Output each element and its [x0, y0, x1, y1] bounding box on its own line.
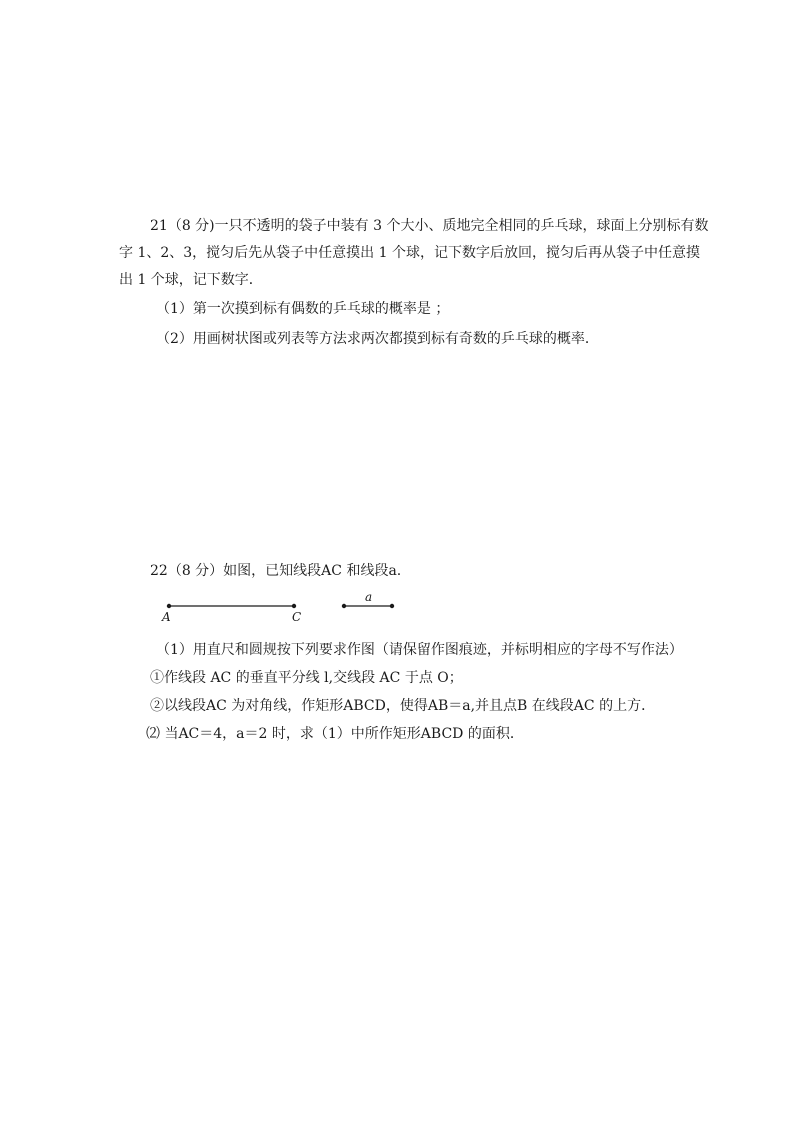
- q22-title: 22（8 分）如图，已知线段AC 和线段a.: [150, 563, 402, 579]
- q21-part2: （2）用画树状图或列表等方法求两次都摸到标有奇数的乒乓球的概率．: [156, 331, 599, 347]
- label-segment-a: a: [365, 590, 373, 604]
- segment-a-start: [342, 604, 346, 608]
- label-a-point: A: [162, 610, 171, 624]
- point-a: [167, 604, 171, 608]
- q22-part1: （1）用直尺和圆规按下列要求作图（请保留作图痕迹，并标明相应的字母不写作法）: [156, 642, 683, 658]
- q22-figure: [155, 590, 405, 630]
- segment-a-end: [390, 604, 394, 608]
- q21-text-line2: 字 1、2、3，搅匀后先从袋子中任意摸出 1 个球，记下数字后放回，搅匀后再从袋子中任意摸: [119, 245, 700, 261]
- q22-part2: ⑵ 当AC＝4，a＝2 时，求（1）中所作矩形ABCD 的面积．: [146, 726, 524, 742]
- q21-text-line3: 出 1 个球，记下数字．: [119, 272, 263, 288]
- q21-text-line1: 21（8 分)一只不透明的袋子中装有 3 个大小、质地完全相同的乒乓球，球面上分别标有数: [150, 218, 709, 234]
- point-c: [292, 604, 296, 608]
- q21-part1: （1）第一次摸到标有偶数的乒乓球的概率是 ；: [156, 301, 450, 317]
- q22-step1: ①作线段 AC 的垂直平分线 l,交线段 AC 于点 O；: [150, 670, 463, 686]
- q22-step2: ②以线段AC 为对角线，作矩形ABCD，使得AB＝a,并且点B 在线段AC 的上方．: [150, 698, 656, 714]
- label-c-point: C: [292, 610, 302, 624]
